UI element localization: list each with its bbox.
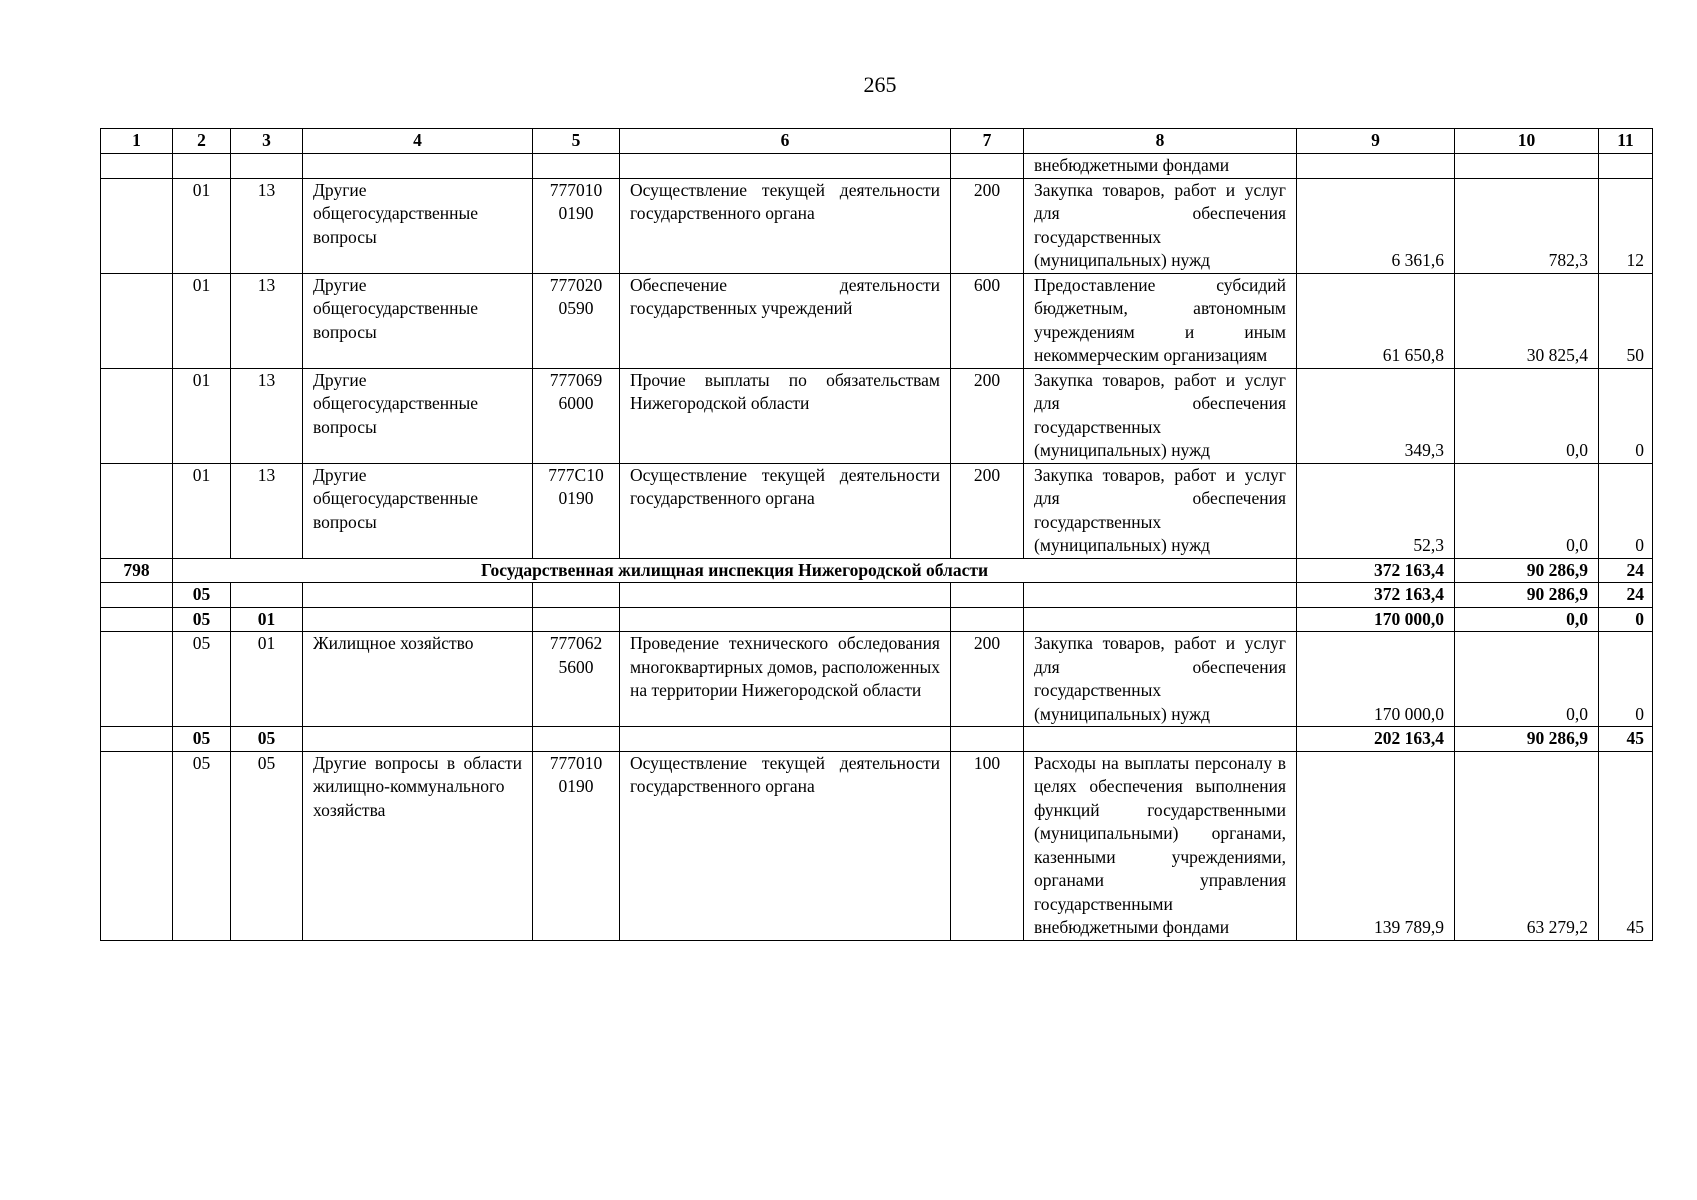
expense-type-name: Закупка товаров, работ и услуг для обеспечения государственных (муниципальных) нужд — [1024, 632, 1297, 727]
header-cell: 2 — [173, 129, 231, 154]
section-code: 05 — [173, 751, 231, 940]
percent: 45 — [1599, 751, 1653, 940]
section-total-row — [101, 583, 1653, 608]
table-row — [101, 178, 1653, 273]
percent: 0 — [1599, 607, 1653, 632]
subsection-name: Другие вопросы в области жилищно-коммунального хозяйства — [303, 751, 533, 940]
subsection-code: 05 — [231, 751, 303, 940]
expense-type-code: 200 — [951, 178, 1024, 273]
target-code: 777010 0190 — [533, 178, 620, 273]
header-cell: 1 — [101, 129, 173, 154]
section-code: 05 — [173, 727, 231, 752]
header-cell: 9 — [1297, 129, 1455, 154]
expense-type-code: 100 — [951, 751, 1024, 940]
actual-amount: 90 286,9 — [1455, 583, 1599, 608]
actual-amount: 30 825,4 — [1455, 273, 1599, 368]
header-cell: 11 — [1599, 129, 1653, 154]
section-code: 01 — [173, 368, 231, 463]
header-cell: 7 — [951, 129, 1024, 154]
subsection-code: 13 — [231, 463, 303, 558]
subsection-name: Жилищное хозяйство — [303, 632, 533, 727]
target-code: 777062 5600 — [533, 632, 620, 727]
expense-type-name: Предоставление субсидий бюджетным, автономным учреждениям и иным некоммерческим организациям — [1024, 273, 1297, 368]
table-row — [101, 273, 1653, 368]
subsection-total-row — [101, 727, 1653, 752]
target-name: Осуществление текущей деятельности государственного органа — [620, 463, 951, 558]
subsection-name: Другие общегосударственные вопросы — [303, 463, 533, 558]
percent: 0 — [1599, 368, 1653, 463]
expense-type-code: 600 — [951, 273, 1024, 368]
expense-type-code: 200 — [951, 463, 1024, 558]
percent: 24 — [1599, 583, 1653, 608]
percent: 12 — [1599, 178, 1653, 273]
header-cell: 4 — [303, 129, 533, 154]
section-code: 01 — [173, 463, 231, 558]
continuation-row — [101, 154, 1653, 179]
plan-amount: 6 361,6 — [1297, 178, 1455, 273]
plan-amount: 52,3 — [1297, 463, 1455, 558]
section-code: 05 — [173, 607, 231, 632]
actual-amount: 0,0 — [1455, 368, 1599, 463]
expense-type-code: 200 — [951, 368, 1024, 463]
subsection-name: Другие общегосударственные вопросы — [303, 178, 533, 273]
page-number: 265 — [863, 72, 897, 97]
plan-amount: 170 000,0 — [1297, 607, 1455, 632]
target-code: 777020 0590 — [533, 273, 620, 368]
section-code: 01 — [173, 273, 231, 368]
table-row — [101, 368, 1653, 463]
plan-amount: 372 163,4 — [1297, 558, 1455, 583]
percent: 0 — [1599, 463, 1653, 558]
header-cell: 6 — [620, 129, 951, 154]
subsection-code: 01 — [231, 607, 303, 632]
target-name: Обеспечение деятельности государственных учреждений — [620, 273, 951, 368]
target-name: Осуществление текущей деятельности государственного органа — [620, 751, 951, 940]
target-name: Проведение технического обследования многоквартирных домов, расположенных на территории Нижегородской области — [620, 632, 951, 727]
expense-type-cell: внебюджетными фондами — [1024, 154, 1297, 179]
section-code: 05 — [173, 632, 231, 727]
subsection-code: 01 — [231, 632, 303, 727]
actual-amount: 90 286,9 — [1455, 727, 1599, 752]
percent: 45 — [1599, 727, 1653, 752]
table-row — [101, 751, 1653, 940]
subsection-total-row — [101, 607, 1653, 632]
subsection-name: Другие общегосударственные вопросы — [303, 273, 533, 368]
plan-amount: 202 163,4 — [1297, 727, 1455, 752]
actual-amount: 782,3 — [1455, 178, 1599, 273]
plan-amount: 349,3 — [1297, 368, 1455, 463]
expense-type-name: Закупка товаров, работ и услуг для обеспечения государственных (муниципальных) нужд — [1024, 178, 1297, 273]
target-code: 777069 6000 — [533, 368, 620, 463]
plan-amount: 139 789,9 — [1297, 751, 1455, 940]
plan-amount: 61 650,8 — [1297, 273, 1455, 368]
actual-amount: 0,0 — [1455, 632, 1599, 727]
header-cell: 3 — [231, 129, 303, 154]
header-cell: 8 — [1024, 129, 1297, 154]
target-name: Прочие выплаты по обязательствам Нижегородской области — [620, 368, 951, 463]
percent: 24 — [1599, 558, 1653, 583]
percent: 0 — [1599, 632, 1653, 727]
plan-amount: 372 163,4 — [1297, 583, 1455, 608]
actual-amount: 90 286,9 — [1455, 558, 1599, 583]
table-row — [101, 463, 1653, 558]
header-cell: 5 — [533, 129, 620, 154]
target-name: Осуществление текущей деятельности государственного органа — [620, 178, 951, 273]
header-row — [101, 129, 1653, 154]
subsection-code: 13 — [231, 368, 303, 463]
actual-amount: 0,0 — [1455, 607, 1599, 632]
table-row — [101, 632, 1653, 727]
expense-type-code: 200 — [951, 632, 1024, 727]
plan-amount: 170 000,0 — [1297, 632, 1455, 727]
subsection-code: 13 — [231, 178, 303, 273]
header-cell: 10 — [1455, 129, 1599, 154]
actual-amount: 63 279,2 — [1455, 751, 1599, 940]
agency-name: Государственная жилищная инспекция Нижегородской области — [173, 558, 1297, 583]
agency-row — [101, 558, 1653, 583]
actual-amount: 0,0 — [1455, 463, 1599, 558]
subsection-code: 13 — [231, 273, 303, 368]
agency-code: 798 — [101, 558, 173, 583]
subsection-code: 05 — [231, 727, 303, 752]
section-code: 05 — [173, 583, 231, 608]
expense-type-name: Расходы на выплаты персоналу в целях обеспечения выполнения функций государственными (муниципальными) органами, казенными учреждениями, органами управления государственными внебюджетными фондами — [1024, 751, 1297, 940]
section-code: 01 — [173, 178, 231, 273]
target-code: 777010 0190 — [533, 751, 620, 940]
expense-type-name: Закупка товаров, работ и услуг для обеспечения государственных (муниципальных) нужд — [1024, 463, 1297, 558]
target-code: 777С10 0190 — [533, 463, 620, 558]
percent: 50 — [1599, 273, 1653, 368]
expense-type-name: Закупка товаров, работ и услуг для обеспечения государственных (муниципальных) нужд — [1024, 368, 1297, 463]
budget-table — [100, 128, 1653, 941]
subsection-name: Другие общегосударственные вопросы — [303, 368, 533, 463]
